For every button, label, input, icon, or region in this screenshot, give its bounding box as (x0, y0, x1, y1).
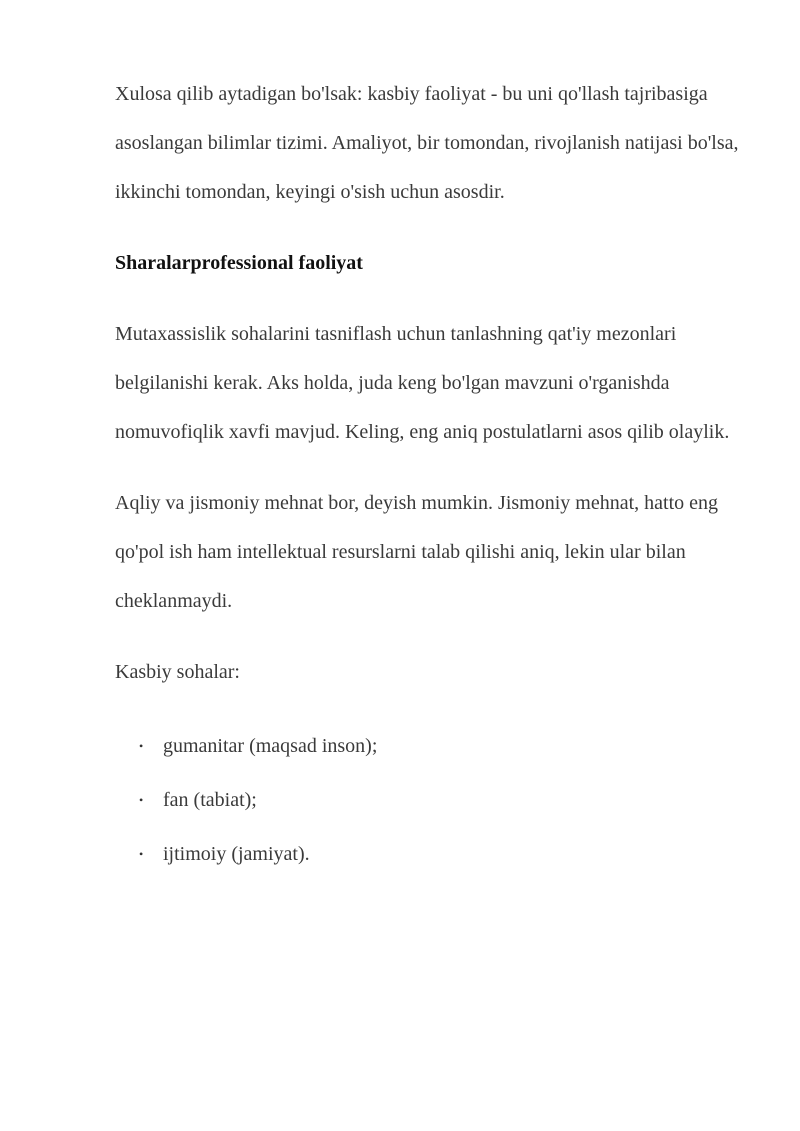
bullet-list (115, 719, 755, 881)
bullet-icon: • (139, 847, 144, 861)
bullet-icon: • (139, 739, 144, 753)
list-item-text: gumanitar (maqsad inson); (163, 735, 378, 757)
list-item-text: fan (tabiat); (163, 789, 257, 811)
paragraph-labor: Aqliy va jismoniy mehnat bor, deyish mumkin. Jismoniy mehnat, hatto eng qo'pol ish ham intellektual resurslarni talab qilishi aniq, lekin ular bilan cheklanmaydi. (115, 492, 719, 612)
paragraph-conclusion: Xulosa qilib aytadigan bo'lsak: kasbiy faoliyat - bu uni qo'llash tajribasiga asoslangan bilimlar tizimi. Amaliyot, bir tomondan, rivojlanish natijasi bo'lsa, ikkinchi tomondan, keyingi o'sish uchun asosdir. (115, 83, 739, 203)
list-item-text: ijtimoiy (jamiyat). (163, 843, 310, 865)
bullet-icon: • (139, 793, 144, 807)
section-heading: Sharalarprofessional faoliyat (115, 252, 363, 274)
list-item (115, 827, 755, 881)
list-item (115, 773, 755, 827)
list-item (115, 719, 755, 773)
document-page (115, 70, 755, 881)
paragraph-criteria: Mutaxassislik sohalarini tasniflash uchun tanlashning qat'iy mezonlari belgilanishi kerak. Aks holda, juda keng bo'lgan mavzuni o'rganishda nomuvofiqlik xavfi mavjud. Keling, eng aniq postulatlarni asos qilib olaylik. (115, 323, 730, 443)
paragraph-list-intro: Kasbiy sohalar: (115, 661, 240, 683)
